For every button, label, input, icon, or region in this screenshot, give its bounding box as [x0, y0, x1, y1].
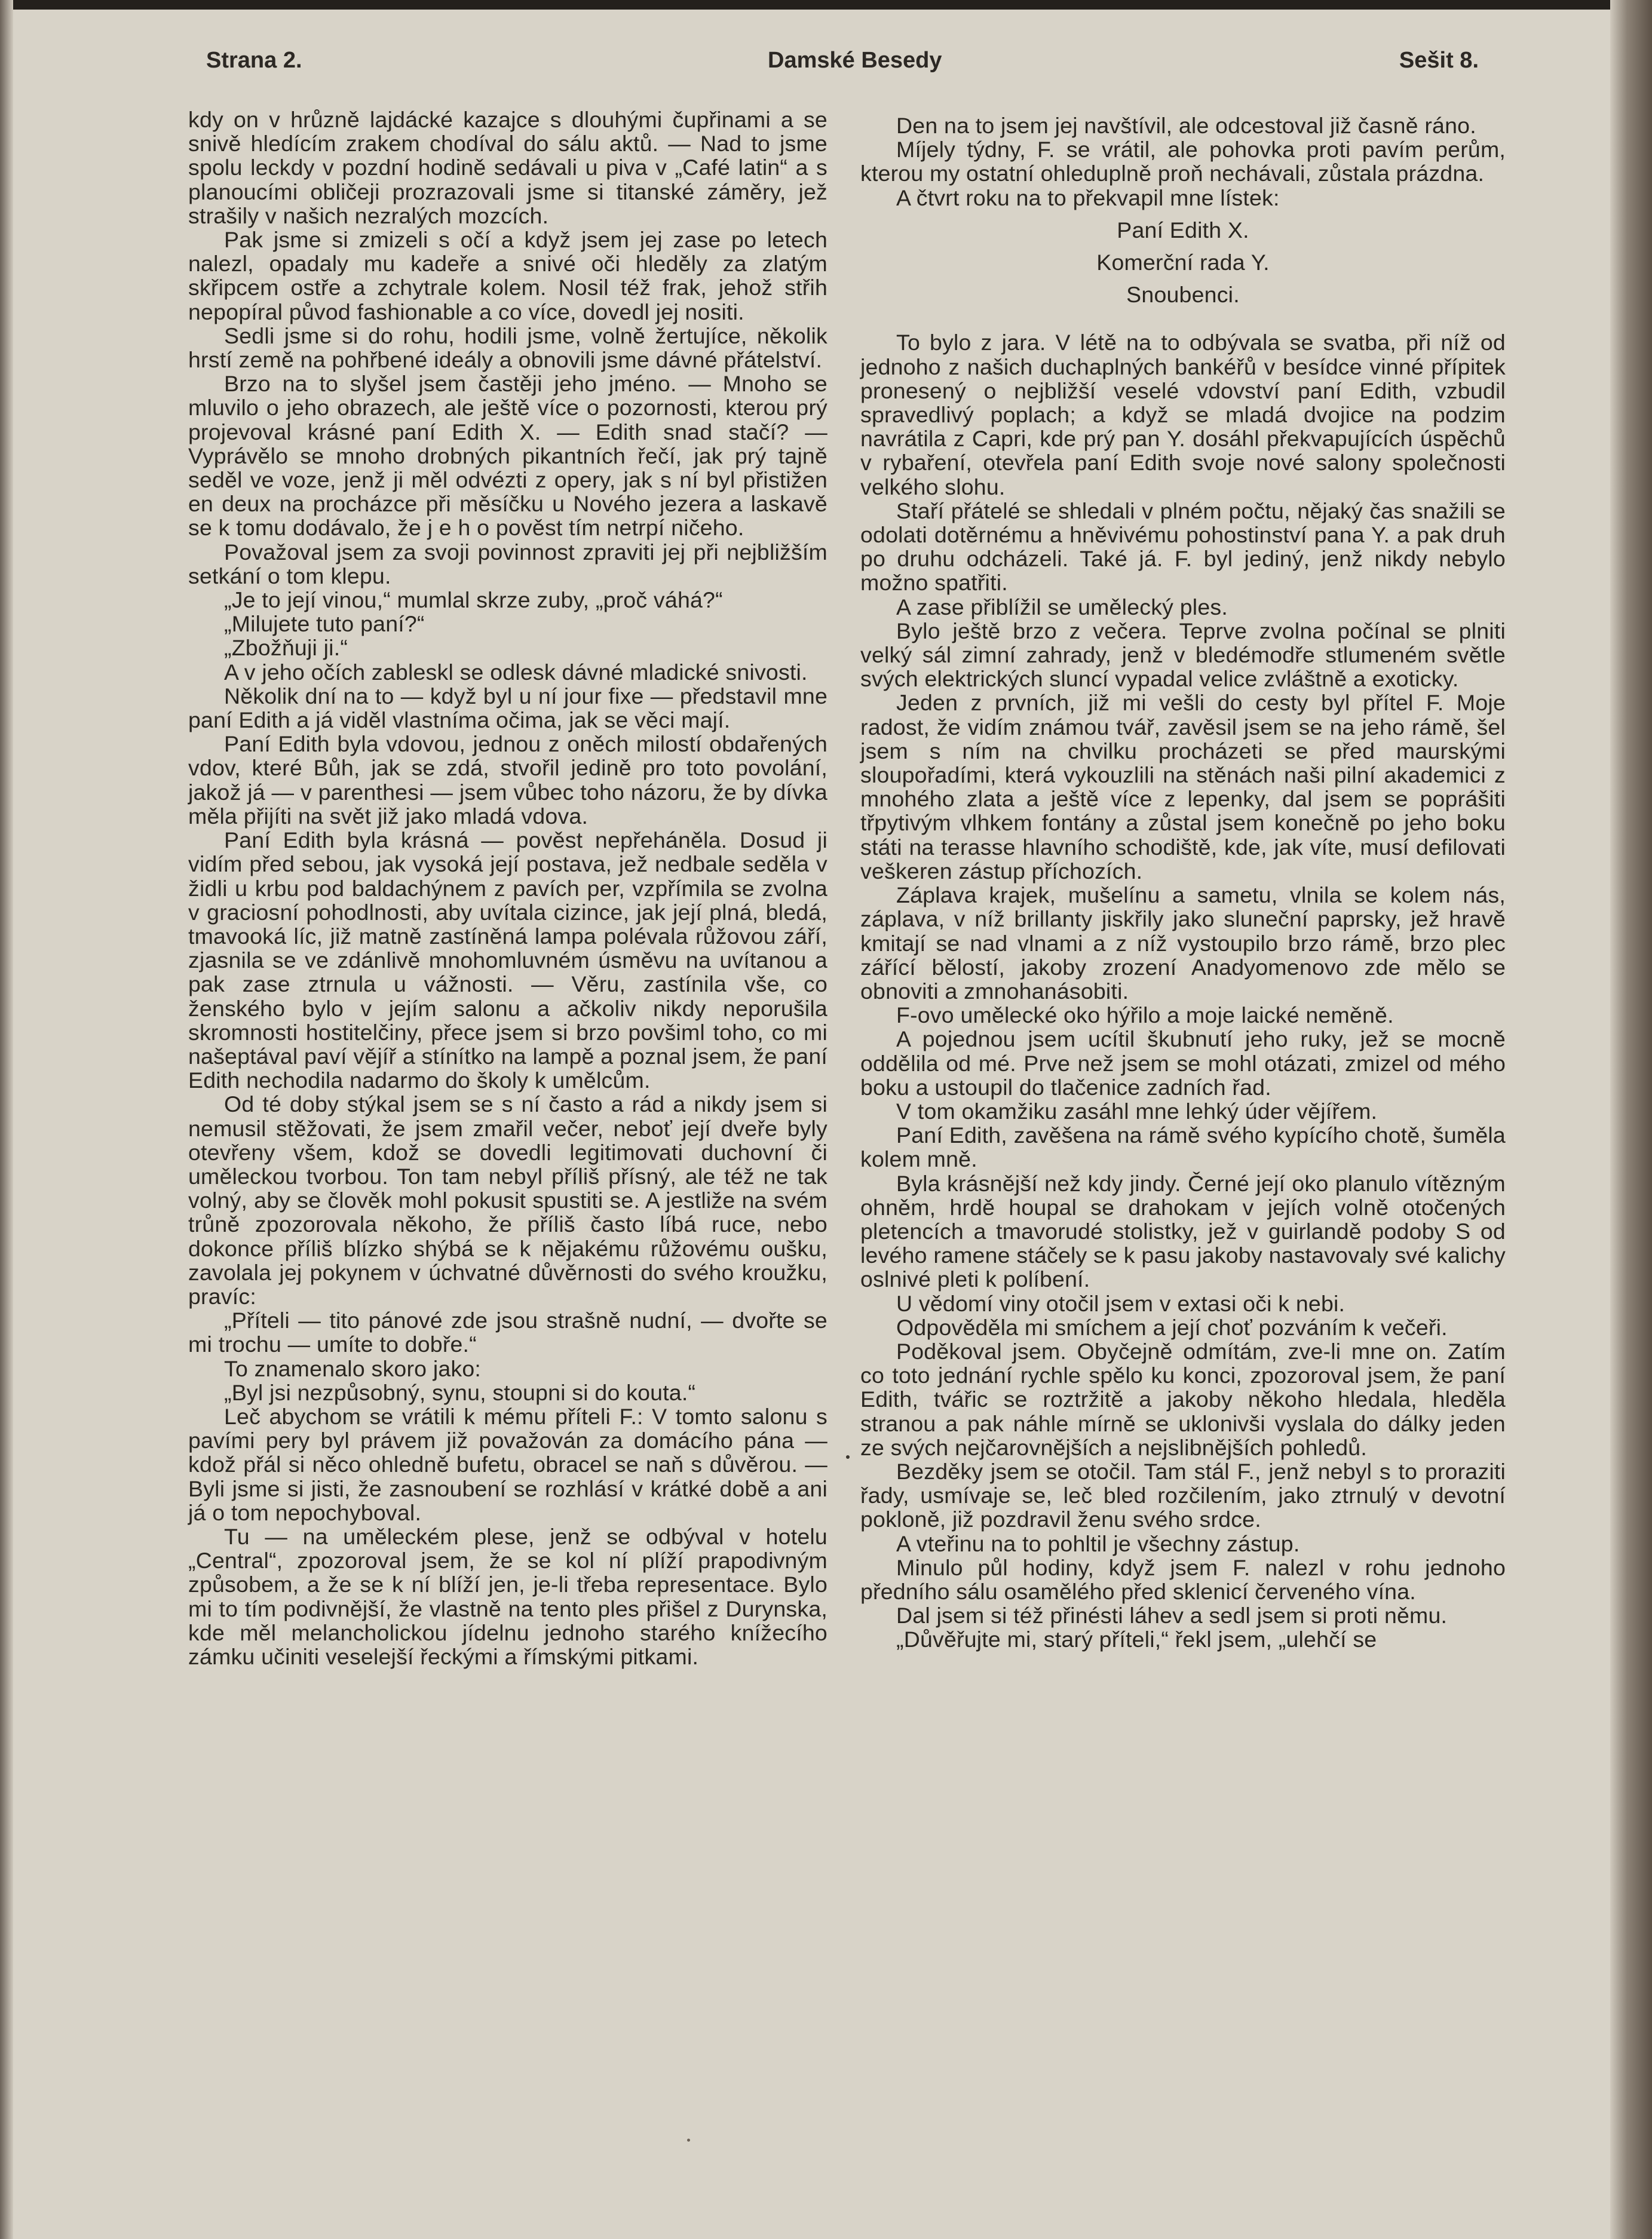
paragraph: Paní Edith byla krásná — pověst nepřeháněla. Dosud ji vidím před sebou, jak vysoká její postava, jež nedbale seděla v židli u krbu pod baldachýnem z pavích per, vzpřímila se zvolna v graciosní pohodlnosti, aby uvítala cizince, jak její plná, bledá, tmavooká líc, již matně zastíněná lampa polévala růžovou září, zjasnila se ve zdánlivě mnohomluvném úsměvu na uvítanou a pak zase ztrnula u vážnosti. — Věru, zastínila vše, co ženského bylo v jejím salonu a ačkoliv nikdy neporušila skromnosti hostitelčiny, přece jsem si brzo povšiml toho, co mi našeptával paví vějíř a stínítko na lampě a poznal jsem, že paní Edith nechodila nadarmo do školy k umělcům.: [188, 827, 827, 1093]
paragraph: To znamenalo skoro jako:: [224, 1355, 482, 1381]
paragraph: A zase přiblížil se umělecký ples.: [896, 594, 1228, 619]
scan-edge-top: [0, 0, 1652, 10]
paragraph: Jeden z prvních, již mi vešli do cesty byl přítel F. Moje radost, že vidím známou tvář, zavěsil jsem se na jeho rámě, šel jsem s ním na chvilku procházeti se před maurskými sloupořadími, která vykouzlili na stěnách naši pilní akademici z mnohého zlata a ještě více z lepenky, dal jsem se poprášiti třpytivým vlhkem fontány a zůstal jsem konečně po jeho boku státi na terasse hlavního schodiště, kde, jak víte, musí defilovati veškeren zástup příchozích.: [860, 690, 1506, 884]
paragraph: Sedli jsme si do rohu, hodili jsme, volně žertujíce, několik hrstí země na pohřbené ideály a obnovili jsme dávné přátelství.: [188, 323, 827, 373]
right-text-column: [860, 114, 1506, 1652]
paragraph: Bylo ještě brzo z večera. Teprve zvolna počínal se plniti velký sál zimní zahrady, jenž v bledémodře stlumeném světle svých elektrických sluncí vypadal velice zvláštně a exoticky.: [860, 618, 1506, 692]
paragraph: Tu — na uměleckém plese, jenž se odbýval v hotelu „Central“, zpozoroval jsem, že se kol ní plíží prapodivným způsobem, a že se k ní blíží jen, je-li třeba representace. Bylo mi to tím podivnější, že vlastně na tento ples přišel z Durynska, kde měl melancholickou jídelnu jednoho starého knížecího zámku učiniti veselejší řeckými a římskými pitkami.: [188, 1523, 827, 1669]
paragraph: Dal jsem si též přinésti láhev a sedl jsem si proti němu.: [896, 1603, 1448, 1628]
paragraph: „Milujete tuto paní?“: [224, 611, 425, 637]
paragraph: Staří přátelé se shledali v plném počtu, nějaký čas snažili se odolati dotěrnému a hněvivému pohostinství pana Y. a pak druh po druhu odcházeli. Také já. F. byl jediný, jenž nikdy nebylo možno spatřiti.: [860, 498, 1506, 596]
magazine-title: Damské Besedy: [768, 48, 942, 73]
paragraph: Od té doby stýkal jsem se s ní často a rád a nikdy jsem si nemusil stěžovati, že jsem zmařil večer, neboť její dveře byly otevřeny všem, kdož se dovedli legitimovati duchovní či uměleckou tvorbou. Ton tam nebyl příliš přísný, ale též ne tak volný, aby se člověk mohl pokusit spustiti se. A jestliže na svém trůně zpozorovala někoho, že příliš často líbá ruce, nebo dokonce příliš blízko shýbá se k nějakému růžovému oušku, zavolala jej pokynem v úchvatné důvěrnosti do svého kroužku, pravíc:: [188, 1091, 827, 1309]
margin-dot: [846, 1455, 850, 1459]
paragraph: „Byl jsi nezpůsobný, synu, stoupni si do kouta.“: [224, 1379, 696, 1405]
paragraph: Poděkoval jsem. Obyčejně odmítám, zve-li mne on. Zatím co toto jednání rychle spělo ku konci, zpozoroval jsem, že paní Edith, tvářic se roztržitě a jakoby někoho hledala, hleděla stranou a pak náhle mírně se uklonivši vyslala do dálky jeden ze svých nejčarovnějších a nejslibnějších pohledů.: [860, 1338, 1506, 1460]
paragraph: A v jeho očích zableskl se odlesk dávné mladické snivosti.: [224, 659, 808, 685]
paragraph: „Zbožňuji ji.“: [224, 635, 348, 661]
announcement-line: Snoubenci.: [1126, 282, 1240, 308]
announcement-line: Komerční rada Y.: [1096, 250, 1270, 275]
paragraph: „Je to její vinou,“ mumlal skrze zuby, „proč váhá?“: [224, 587, 723, 613]
paragraph: To bylo z jara. V létě na to odbývala se svatba, při níž od jednoho z našich duchaplných bankéřů v besídce vinné přípitek pronesený o nejbližší veselé vdovství paní Edith, vzbudil spravedlivý poplach; a když se mladá dvojice na podzim navrátila z Capri, kde prý pan Y. dosáhl překvapujících úspěchů v rybaření, otevřela paní Edith svoje nové salony společnosti velkého slohu.: [860, 330, 1506, 499]
paragraph: U vědomí viny otočil jsem v extasi oči k nebi.: [896, 1290, 1345, 1316]
paragraph: Den na to jsem jej navštívil, ale odcestoval již časně ráno.: [896, 113, 1476, 138]
paragraph: A čtvrt roku na to překvapil mne lístek:: [896, 185, 1280, 210]
paragraph: F-ovo umělecké oko hýřilo a moje laické neměně.: [896, 1002, 1394, 1028]
scan-edge-left: [0, 0, 13, 2239]
left-text-column: [188, 108, 827, 1668]
running-header: [206, 48, 1479, 84]
paragraph: Paní Edith byla vdovou, jednou z oněch milostí obdařených vdov, které Bůh, jak se zdá, stvořil jedině pro toto povolání, jakož já — v parenthesi — jsem vůbec toho názoru, že by dívka měla přijíti na svět již jako mladá vdova.: [188, 731, 827, 829]
paragraph: Několik dní na to — když byl u ní jour fixe — představil mne paní Edith a já viděl vlastníma očima, jak se věci mají.: [188, 683, 827, 733]
paragraph: Minulo půl hodiny, když jsem F. nalezl v rohu jednoho předního sálu osamělého před sklenicí červeného vína.: [860, 1554, 1506, 1604]
scan-edge-right: [1610, 0, 1652, 2239]
paragraph: Leč abychom se vrátili k mému příteli F.: V tomto salonu s pavími pery byl právem již považován za domácího pána — kdož přál si něco ohledně bufetu, obracel se naň s důvěrou. — Byli jsme si jisti, že zasnoubení se rozhlásí v krátké době a ani já o tom nepochyboval.: [188, 1403, 827, 1525]
paragraph: „Příteli — tito pánové zde jsou strašně nudní, — dvořte se mi trochu — umíte to dobře.“: [188, 1308, 827, 1357]
paragraph: „Důvěřujte mi, starý příteli,“ řekl jsem, „ulehčí se: [896, 1627, 1377, 1652]
paragraph: Odpověděla mi smíchem a její choť pozváním k večeři.: [896, 1314, 1448, 1340]
paragraph: Paní Edith, zavěšena na rámě svého kypícího chotě, šuměla kolem mně.: [860, 1122, 1506, 1172]
paragraph: kdy on v hrůzně lajdácké kazajce s dlouhými čupřinami a se snivě hledícím zrakem chodíval do sálu aktů. — Nad to jsme spolu leckdy v pozdní hodině sedávali u piva v „Café latin“ a s planoucími obličeji prozrazovali jsme si titanské záměry, jež strašily v našich nezralých mozcích.: [188, 107, 827, 228]
paragraph: Záplava krajek, mušelínu a sametu, vlnila se kolem nás, záplava, v níž brillanty jiskřily jako sluneční paprsky, jež hravě kmitají se nad vlnami a z níž vystoupilo brzo rámě, brzo plec zářící bělostí, jakoby zrození Anadyomenovo zde mělo se obnoviti a zmnohanásobiti.: [860, 882, 1506, 1004]
paragraph: Pak jsme si zmizeli s očí a když jsem jej zase po letech nalezl, opadaly mu kadeře a snivé oči hleděly za zlatým skřipcem ostře a zchytrale kolem. Nosil též frak, jehož střih nepopíral původ fashionable a co více, dovedl jej nositi.: [188, 227, 827, 324]
paragraph: Považoval jsem za svoji povinnost zpraviti jej při nejbližším setkání o tom klepu.: [188, 539, 827, 588]
paragraph: V tom okamžiku zasáhl mne lehký úder vějířem.: [896, 1098, 1378, 1124]
paragraph: A vteřinu na to pohltil je všechny zástup.: [896, 1531, 1300, 1556]
announcement-line: Paní Edith X.: [1117, 217, 1249, 243]
paragraph: Bezděky jsem se otočil. Tam stál F., jenž nebyl s to proraziti řady, usmívaje se, leč bled rozčilením, jako ztrnulý v devotní pokloně, již pozdravil ženu svého srdce.: [860, 1458, 1506, 1532]
paragraph: A pojednou jsem ucítil škubnutí jeho ruky, jež se mocně oddělila od mé. Prve než jsem se mohl otázati, zmizel od mého boku a ustoupil do tlačenice zadních řad.: [860, 1026, 1506, 1100]
footer-dot: [687, 2139, 690, 2142]
issue-number: Sešit 8.: [1399, 48, 1479, 73]
paragraph: Míjely týdny, F. se vrátil, ale pohovka proti pavím perům, kterou my ostatní ohleduplně proň nechávali, zůstala prázdna.: [860, 137, 1506, 186]
paragraph: Byla krásnější než kdy jindy. Černé její oko planulo vítězným ohněm, hrdě houpal se drahokam v jejích volně otočených pletencích a tmavorudé stolistky, jež v guirlandě podoby S od levého ramene stáčely se k pasu jakoby nastavovaly své kalichy oslnivé pleti k políbení.: [860, 1170, 1506, 1292]
paragraph: Brzo na to slyšel jsem častěji jeho jméno. — Mnoho se mluvilo o jeho obrazech, ale ještě více o pozornosti, kterou prý projevoval krásné paní Edith X. — Edith snad stačí? — Vyprávělo se mnoho drobných pikantních řečí, jak prý tajně seděl ve voze, jenž ji měl odvézti z opery, jak s ní byl přistižen en deux na procházce při měsíčku u Nového jezera a laskavě se k tomu dodávalo, že j e h o pověst tím netrpí ničeho.: [188, 371, 827, 541]
page-number: Strana 2.: [206, 48, 302, 73]
